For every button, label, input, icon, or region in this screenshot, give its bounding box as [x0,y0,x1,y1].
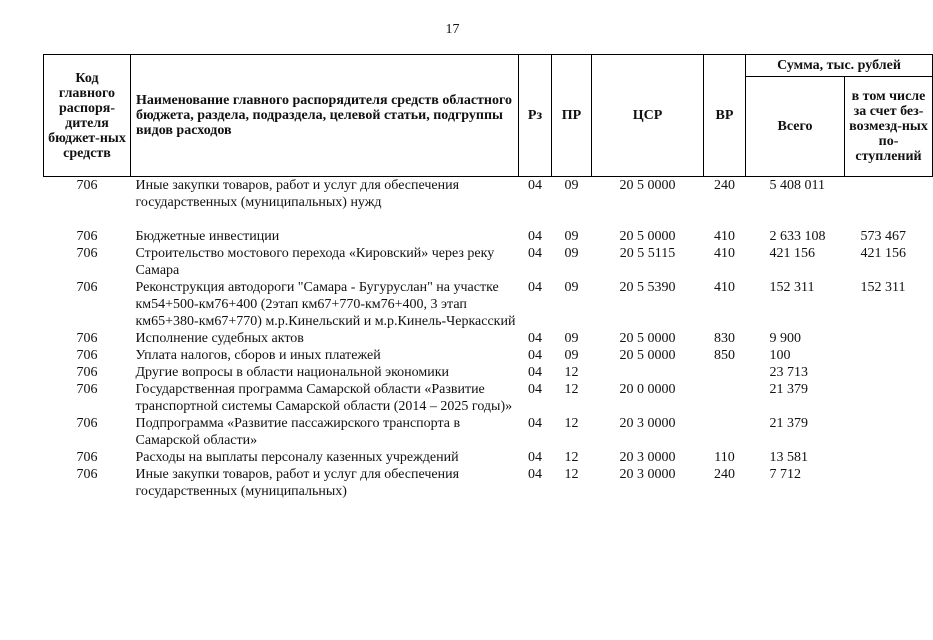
cell-total: 421 156 [769,246,815,261]
cell-total: 2 633 108 [769,229,826,244]
cell-code: 706 [76,348,98,363]
cell-csr: 20 5 0000 [619,331,676,346]
cell-csr: 20 3 0000 [619,416,676,431]
cell-including [845,449,933,466]
cell-total: 13 581 [769,450,808,465]
cell-pr: 09 [564,331,579,346]
header-including: в том числе за счет без-возмезд-ных по-ступлений [845,77,933,177]
cell-rz: 04 [528,382,542,397]
header-vr: ВР [704,55,746,177]
table-row [44,449,933,466]
cell-including [845,364,933,381]
cell-vr: 410 [714,280,735,295]
cell-name: Иные закупки товаров, работ и услуг для обеспечения государственных (муниципальных) нужд [135,178,460,210]
cell-csr: 20 5 0000 [619,348,676,363]
cell-csr [592,364,704,381]
table-row [44,330,933,347]
cell-vr: 410 [714,229,735,244]
cell-name: Государственная программа Самарской области «Развитие транспортной системы Самарской области (2014 – 2025 годы)» [135,382,513,414]
cell-rz: 04 [528,450,542,465]
cell-csr: 20 5 0000 [619,178,676,193]
cell-pr: 09 [564,229,579,244]
cell-including: 573 467 [860,229,906,244]
cell-rz: 04 [528,365,542,380]
cell-name: Расходы на выплаты персоналу казенных учреждений [135,450,459,465]
cell-vr [704,415,746,449]
cell-csr: 20 3 0000 [619,467,676,482]
cell-total: 9 900 [769,331,801,346]
cell-including [845,330,933,347]
cell-name: Подпрограмма «Развитие пассажирского транспорта в Самарской области» [135,416,461,448]
cell-total: 152 311 [769,280,815,295]
cell-rz: 04 [528,348,542,363]
cell-total: 21 379 [769,416,808,431]
cell-name: Исполнение судебных актов [135,331,304,346]
header-name: Наименование главного распорядителя средств областного бюджета, раздела, подраздела, целевой статьи, подгруппы видов расходов [131,55,519,177]
cell-csr: 20 0 0000 [619,382,676,397]
cell-csr: 20 5 0000 [619,229,676,244]
cell-name: Реконструкция автодороги "Самара - Бугуруслан" на участке км54+500-км76+400 (2этап км67+770-км76+400, 3 этап км65+380-км67+770) м.р.Кинельский и м.р.Кинель-Черкасский [135,280,516,329]
cell-including [845,415,933,449]
cell-rz: 04 [528,178,542,193]
header-sum-group: Сумма, тыс. рублей [746,55,933,77]
cell-vr [704,381,746,415]
cell-pr: 12 [564,365,579,380]
cell-rz: 04 [528,467,542,482]
header-rz: Рз [519,55,552,177]
cell-pr: 12 [564,416,579,431]
table-row [44,245,933,279]
cell-code: 706 [76,450,98,465]
cell-including [845,466,933,500]
cell-including [845,381,933,415]
cell-pr: 12 [564,467,579,482]
cell-name: Бюджетные инвестиции [135,229,280,244]
cell-code: 706 [76,365,98,380]
header-total: Всего [746,77,845,177]
cell-code: 706 [76,467,98,482]
cell-vr: 240 [714,178,735,193]
cell-csr: 20 5 5115 [619,246,676,261]
cell-vr: 830 [714,331,735,346]
cell-name: Иные закупки товаров, работ и услуг для обеспечения государственных (муниципальных) [135,467,460,499]
cell-vr: 410 [714,246,735,261]
page-number: 17 [445,22,460,37]
header-pr: ПР [552,55,592,177]
cell-pr: 09 [564,280,579,295]
cell-vr: 850 [714,348,735,363]
cell-total: 7 712 [769,467,801,482]
cell-total: 5 408 011 [769,178,825,193]
cell-including [845,177,933,229]
cell-total: 100 [769,348,791,363]
cell-pr: 09 [564,246,579,261]
table-row [44,347,933,364]
cell-csr: 20 3 0000 [619,450,676,465]
cell-code: 706 [76,280,98,295]
table-row [44,228,933,245]
cell-rz: 04 [528,331,542,346]
cell-code: 706 [76,331,98,346]
cell-vr: 240 [714,467,735,482]
cell-code: 706 [76,246,98,261]
cell-total: 23 713 [769,365,808,380]
header-csr: ЦСР [592,55,704,177]
cell-name: Уплата налогов, сборов и иных платежей [135,348,381,363]
cell-code: 706 [76,416,98,431]
table-row [44,177,933,229]
cell-rz: 04 [528,280,542,295]
cell-pr: 12 [564,382,579,397]
table-row [44,364,933,381]
cell-csr: 20 5 5390 [619,280,676,295]
table-row [44,279,933,330]
cell-rz: 04 [528,246,542,261]
cell-vr: 110 [714,450,735,465]
cell-rz: 04 [528,416,542,431]
cell-including: 421 156 [860,246,906,261]
cell-code: 706 [76,178,98,193]
cell-vr [704,364,746,381]
cell-total: 21 379 [769,382,808,397]
cell-pr: 12 [564,450,579,465]
table-row [44,381,933,415]
cell-code: 706 [76,229,98,244]
cell-including [845,347,933,364]
table-row [44,466,933,500]
cell-code: 706 [76,382,98,397]
table-row [44,415,933,449]
cell-pr: 09 [564,178,579,193]
cell-pr: 09 [564,348,579,363]
cell-name: Строительство мостового перехода «Кировский» через реку Самара [135,246,495,278]
cell-rz: 04 [528,229,542,244]
header-code: Код главного распоря-дителя бюджет-ных средств [44,55,131,177]
cell-including: 152 311 [860,280,906,295]
cell-name: Другие вопросы в области национальной экономики [135,365,450,380]
budget-table [43,54,933,500]
